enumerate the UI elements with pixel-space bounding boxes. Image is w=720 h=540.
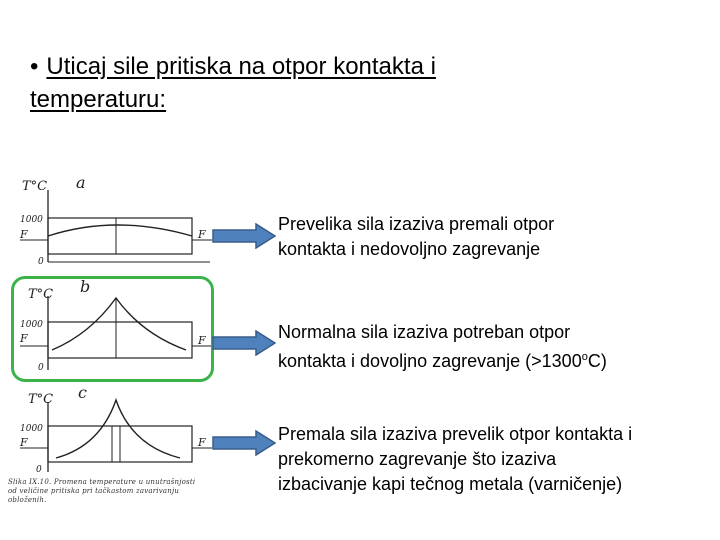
panel-a-label: a: [76, 173, 86, 192]
figure-caption: [8, 478, 218, 505]
force-label-left-b: F: [20, 332, 28, 345]
desc-b-line-1: Normalna sila izaziva potreban otpor: [278, 322, 571, 342]
desc-b-line-2-end: C): [587, 351, 607, 371]
panel-c-label: c: [78, 383, 87, 402]
tick-1000-c: 1000: [20, 424, 43, 434]
tick-1000-b: 1000: [20, 320, 43, 330]
graph-panel-c: [19, 383, 212, 475]
force-label-left-a: F: [20, 228, 28, 241]
temperature-curve-c: [56, 400, 180, 458]
force-label-right-b: F: [198, 334, 206, 347]
panel-b-label: b: [80, 277, 91, 296]
tick-0-b: 0: [38, 363, 44, 373]
force-label-right-a: F: [198, 228, 206, 241]
desc-a-line-2: kontakta i nedovoljno zagrevanje: [278, 239, 541, 259]
title-text-2: temperaturu:: [30, 86, 167, 113]
title-line-2: [30, 83, 590, 116]
right-arrow-icon: [212, 223, 276, 249]
caption-line-1: Slika IX.10. Promena temperature u unutrašnjosti: [8, 478, 196, 486]
right-arrow-icon: [212, 430, 276, 456]
desc-b-line-2: [278, 345, 607, 374]
slide-title: [30, 50, 590, 116]
description-normal-force: [278, 320, 607, 374]
right-arrow-icon: [212, 330, 276, 356]
electrode-box-a: [48, 218, 192, 254]
title-line-1: [30, 50, 590, 83]
axis-unit-label-c: T°C: [28, 392, 54, 407]
temperature-curve-a: [48, 225, 192, 236]
desc-b-line-2-text: kontakta i dovoljno zagrevanje (>1300: [278, 351, 582, 371]
title-text-1: Uticaj sile pritiska na otpor kontakta i: [46, 53, 436, 80]
caption-line-3: obloženih.: [8, 496, 47, 504]
axis-unit-label-a: T°C: [22, 179, 48, 194]
desc-c-line-2: prekomerno zagrevanje što izaziva: [278, 449, 557, 469]
desc-a-line-1: Prevelika sila izaziva premali otpor: [278, 214, 555, 234]
bullet: •: [30, 53, 39, 80]
axis-unit-label-b: T°C: [28, 287, 54, 302]
tick-1000-a: 1000: [20, 215, 43, 225]
force-label-left-c: F: [20, 436, 28, 449]
tick-0-c: 0: [36, 465, 42, 475]
description-insufficient-force: [278, 422, 632, 497]
description-excessive-force: [278, 212, 554, 262]
desc-c-line-1: Premala sila izaziva prevelik otpor kontakta i: [278, 424, 633, 444]
caption-line-2: od veličine pritiska pri tačkastom zavarivanju: [8, 487, 180, 495]
force-label-right-c: F: [198, 436, 206, 449]
degree-superscript: o: [581, 351, 588, 363]
tick-0-a: 0: [38, 257, 44, 267]
normal-force-highlight: [11, 276, 214, 382]
desc-c-line-3: izbacivanje kapi tečnog metala (varničenje): [278, 474, 623, 494]
graph-panel-a: [19, 173, 212, 267]
